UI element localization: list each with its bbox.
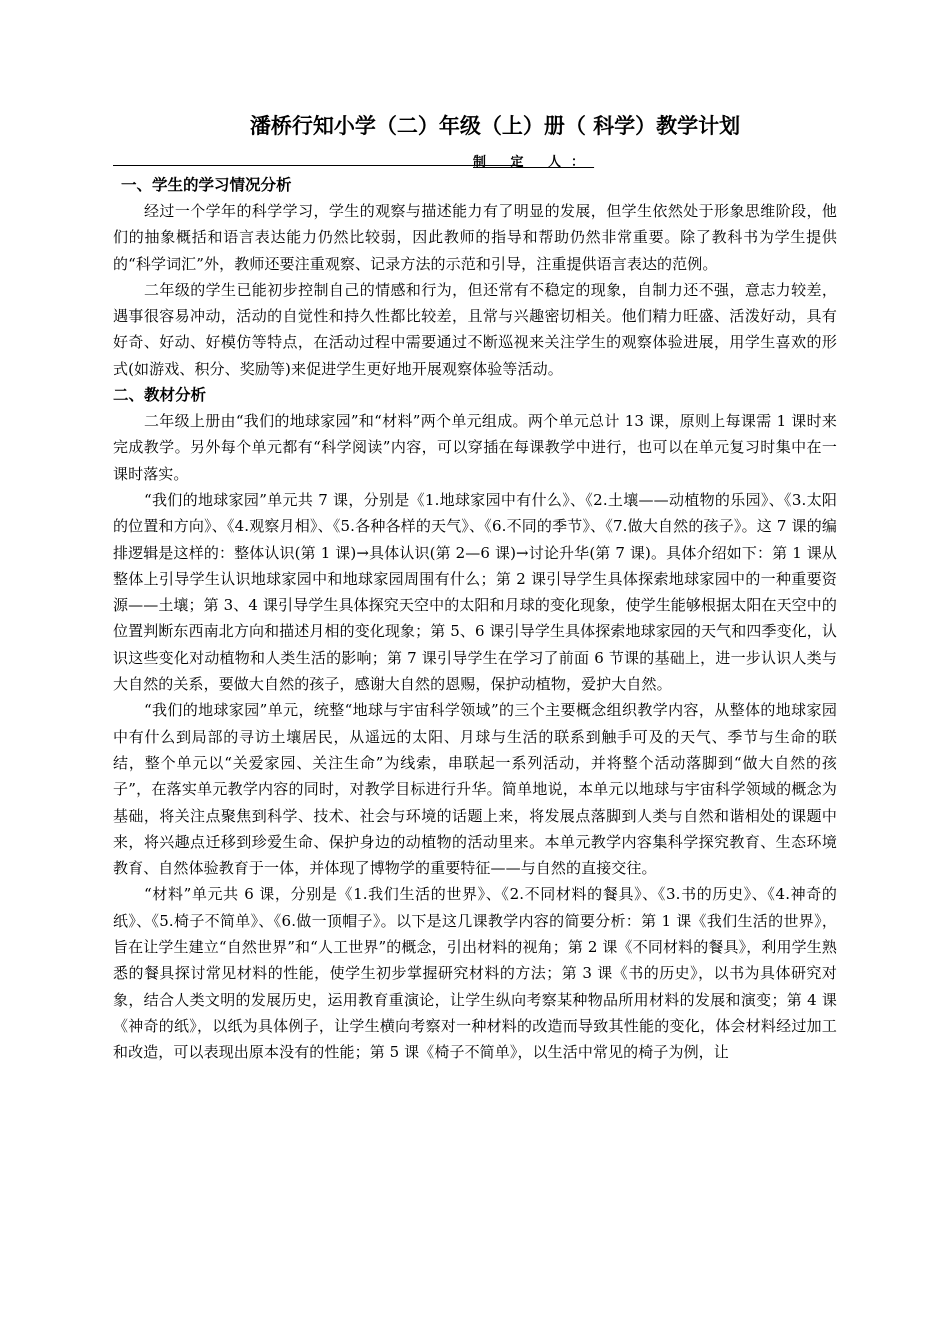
paragraph: “我们的地球家园”单元，统整“地球与宇宙科学领域”的三个主要概念组织教学内容，从整体的地球家园中有什么到局部的寻访土壤居民，从遥远的太阳、月球与生活的联系到触手可及的天气、季节与生命的联结，整个单元以“关爱家园、关注生命”为线索，串联起一系列活动，并将整个活动落脚到“做大自然的孩子”，在落实单元教学内容的同时，对教学目标进行升华。简单地说，本单元以地球与宇宙科学领域的概念为基础，将关注点聚焦到科学、技术、社会与环境的话题上来，将发展点落脚到人类与自然和谐相处的课题中来，将兴趣点迁移到珍爱生命、保护身边的动植物的活动里来。本单元教学内容集科学探究教育、生态环境教育、自然体验教育于一体，并体现了博物学的重要特征——与自然的直接交往。 <box>113 701 837 878</box>
section-heading-student-analysis: 一、学生的学习情况分析 <box>121 176 292 194</box>
paragraph: 二年级上册由“我们的地球家园”和“材料”两个单元组成。两个单元总计 13 课，原则上每课需 1 课时来完成教学。另外每个单元都有“科学阅读”内容，可以穿插在每课教学中进行，也可以在单元复习时集中在一课时落实。 <box>113 412 837 483</box>
paragraph: “材料”单元共 6 课，分别是《1.我们生活的世界》、《2.不同材料的餐具》、《3.书的历史》、《4.神奇的纸》、《5.椅子不简单》、《6.做一顶帽子》。以下是这几课教学内容的简要分析：第 1 课《我们生活的世界》，旨在让学生建立“自然世界”和“人工世界”的概念，引出材料的视角；第 2 课《不同材料的餐具》，利用学生熟悉的餐具探讨常见材料的性能，使学生初步掌握研究材料的方法；第 3 课《书的历史》，以书为具体研究对象，结合人类文明的发展历史，运用教育重演论，让学生纵向考察某种物品所用材料的发展和演变；第 4 课《神奇的纸》，以纸为具体例子，让学生横向考察对一种材料的改造而导致其性能的变化，体会材料经过加工和改造，可以表现出原本没有的性能；第 5 课《椅子不简单》，以生活中常见的椅子为例，让 <box>113 885 837 1062</box>
document-title: 潘桥行知小学（二）年级（上）册（ 科学）教学计划 <box>249 114 741 138</box>
paragraph: 经过一个学年的科学学习，学生的观察与描述能力有了明显的发展，但学生依然处于形象思维阶段，他们的抽象概括和语言表达能力仍然比较弱，因此教师的指导和帮助仍然非常重要。除了教科书为学生提供的“科学词汇”外，教师还要注重观察、记录方法的示范和引导，注重提供语言表达的范例。 <box>113 202 837 273</box>
section-heading-textbook-analysis: 二、教材分析 <box>113 386 207 405</box>
author-line <box>113 146 837 172</box>
author-label: 制 定 人： <box>473 155 595 170</box>
paragraph: “我们的地球家园”单元共 7 课，分别是《1.地球家园中有什么》、《2.土壤——动植物的乐园》、《3.太阳的位置和方向》、《4.观察月相》、《5.各种各样的天气》、《6.不同的季节》、《7.做大自然的孩子》。这 7 课的编排逻辑是这样的：整体认识(第 1 课)→具体认识(第 2—6 课)→讨论升华(第 7 课)。具体介绍如下：第 1 课从整体上引导学生认识地球家园中和地球家园周围有什么；第 2 课引导学生具体探索地球家园中的一种重要资源——土壤；第 3、4 课引导学生具体探究天空中的太阳和月球的变化现象，使学生能够根据太阳在天空中的位置判断东西南北方向和描述月相的变化现象；第 5、6 课引导学生具体探索地球家园的天气和四季变化，认识这些变化对动植物和人类生活的影响；第 7 课引导学生在学习了前面 6 节课的基础上，进一步认识人类与大自然的关系，要做大自然的孩子，感谢大自然的恩赐，保护动植物，爱护大自然。 <box>113 490 837 694</box>
document-page <box>113 110 837 1066</box>
author-underline <box>113 164 523 166</box>
paragraph: 二年级的学生已能初步控制自己的情感和行为，但还常有不稳定的现象，自制力还不强，意志力较差，遇事很容易冲动，活动的自觉性和持久性都比较差，且常与兴趣密切相关。他们精力旺盛、活泼好动，具有好奇、好动、好模仿等特点，在活动过程中需要通过不断巡视来关注学生的观察体验进展，用学生喜欢的形式(如游戏、积分、奖励等)来促进学生更好地开展观察体验等活动。 <box>113 280 837 378</box>
